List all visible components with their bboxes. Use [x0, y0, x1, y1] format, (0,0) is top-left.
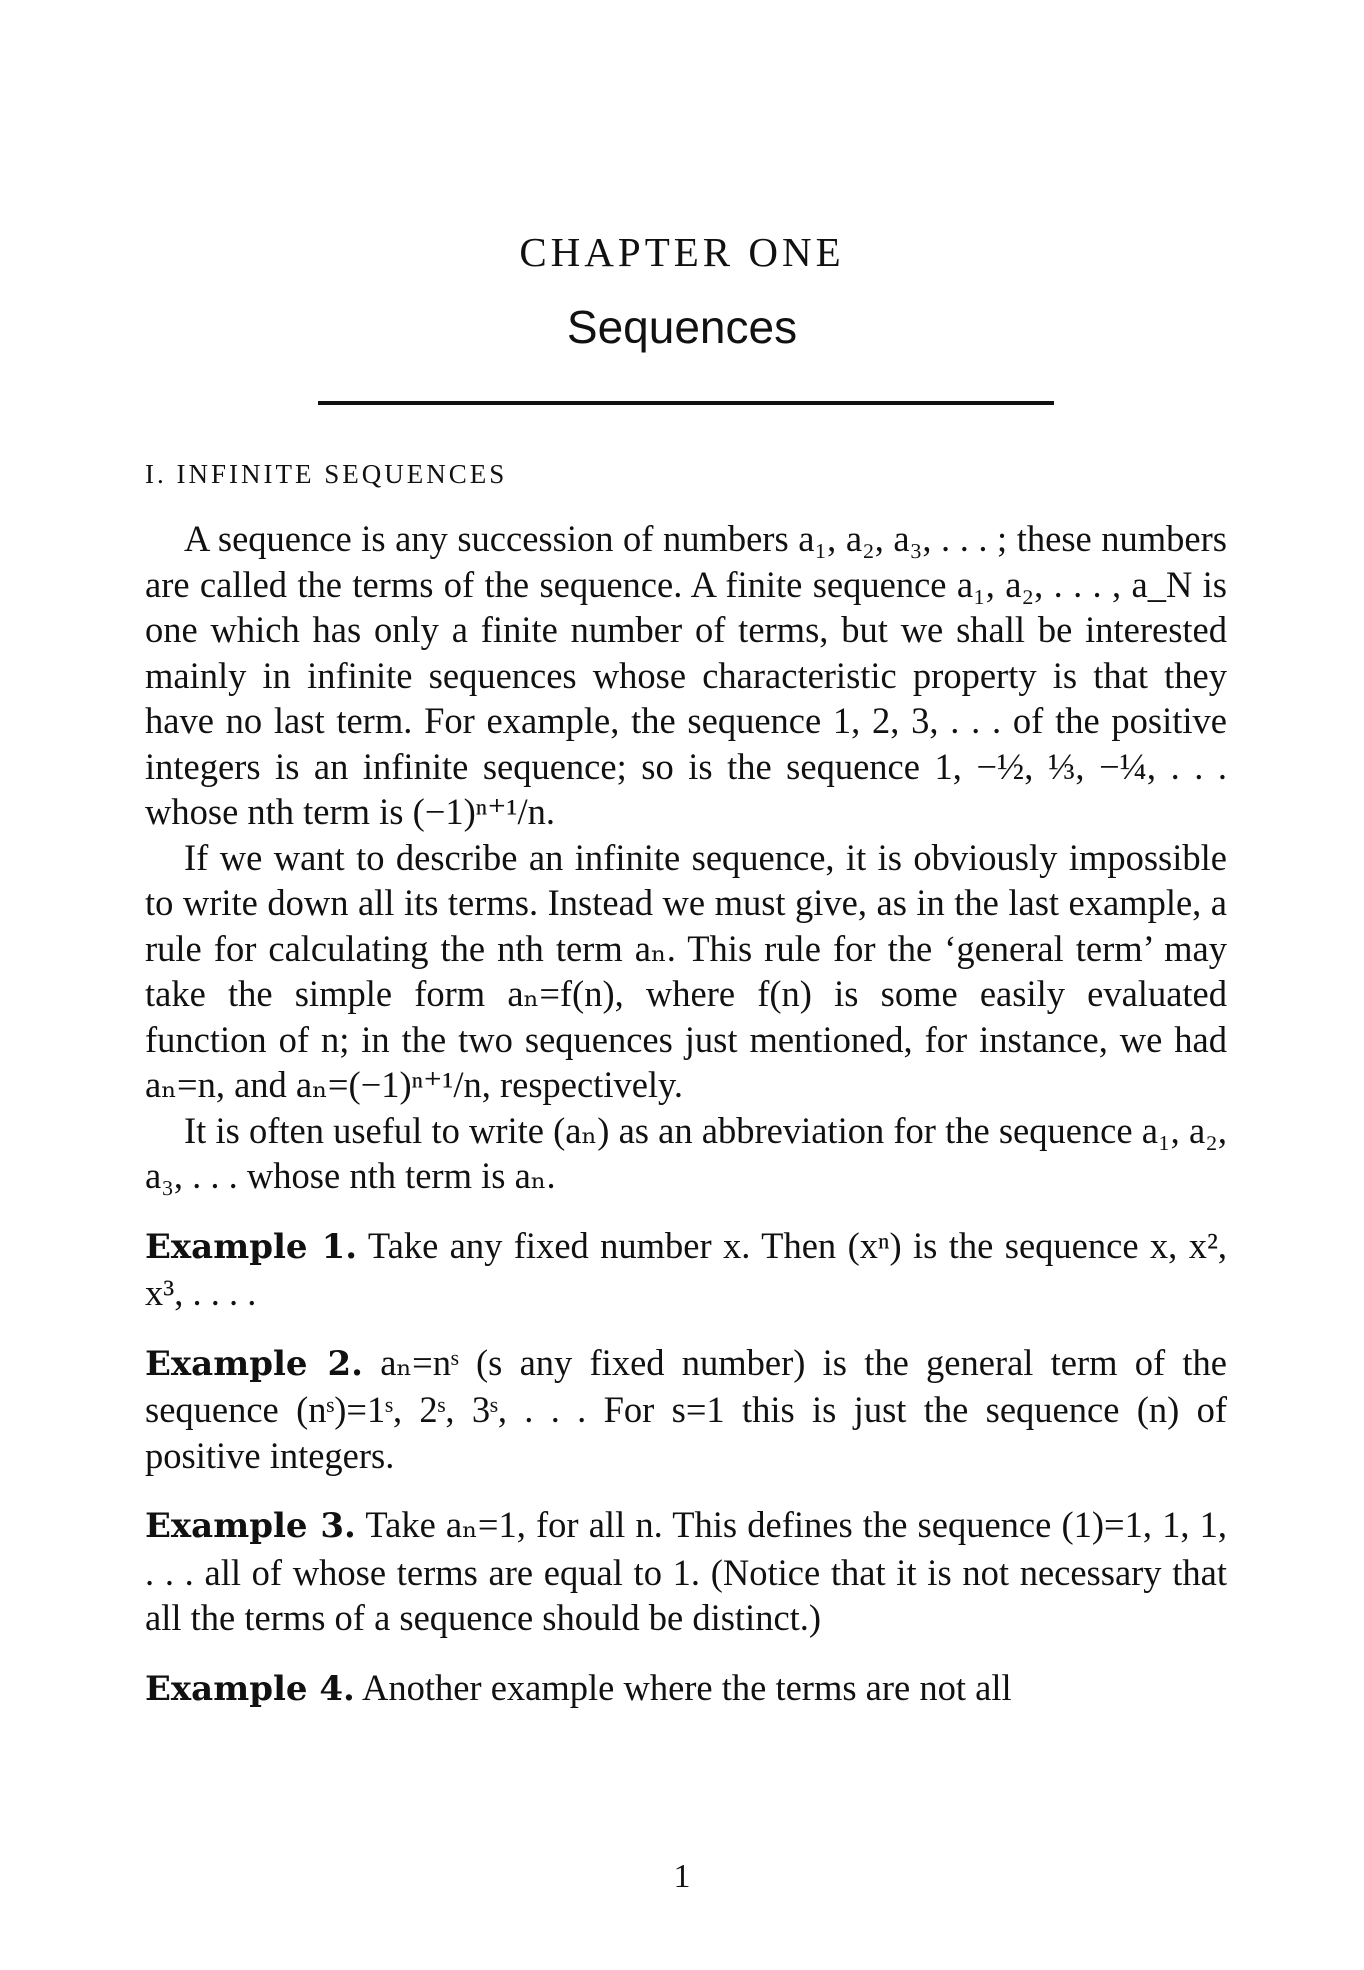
example-label: Example 4.: [145, 1668, 355, 1709]
chapter-label: CHAPTER ONE: [519, 229, 845, 275]
example-text: Take any fixed number x. Then (xⁿ) is the sequence x, x², x³, . . . .: [145, 1224, 1228, 1313]
example-1: [145, 1223, 1227, 1316]
example-4: [145, 1665, 1227, 1713]
paragraph: If we want to describe an infinite sequence, it is obviously impossible to write down all its terms. Instead we must give, as in the last example, a rule for calculating the nth term aₙ. This rule for the ‘general term’ may take the simple form aₙ=f(n), where f(n) is some easily evaluated function of n; in the two sequences just mentioned, for instance, we had aₙ=n, and aₙ=(−1)ⁿ⁺¹/n, respectively.: [145, 836, 1227, 1105]
example-3: [145, 1502, 1227, 1641]
example-label: Example 1.: [145, 1226, 358, 1267]
paragraph: A sequence is any succession of numbers a₁, a₂, a₃, . . . ; these numbers are called the terms of the sequence. A finite sequence a₁, a₂, . . . , a_N is one which has only a finite number of terms, but we shall be interested mainly in infinite sequences whose characteristic property is that they have no last term. For example, the sequence 1, 2, 3, . . . of the positive integers is an infinite sequence; so is the sequence 1, −½, ⅓, −¼, . . . whose nth term is (−1)ⁿ⁺¹/n.: [145, 518, 1227, 832]
example-label: Example 3.: [145, 1506, 356, 1546]
body-text: [145, 516, 1227, 1712]
example-2: [145, 1340, 1227, 1479]
page-number: 1: [673, 1858, 691, 1895]
section-heading: I. INFINITE SEQUENCES: [145, 459, 508, 489]
chapter-title: Sequences: [566, 301, 798, 353]
example-text: aₙ=nˢ (s any fixed number) is the general term of the sequence (nˢ)=1ˢ, 2ˢ, 3ˢ, . . . For s=1 this is just the sequence (n) of positive integers.: [145, 1341, 1227, 1476]
chapter-rule: [318, 401, 1054, 405]
example-label: Example 2.: [145, 1343, 363, 1384]
example-text: Take aₙ=1, for all n. This defines the sequence (1)=1, 1, 1, . . . all of whose terms are equal to 1. (Notice that it is not necessary that all the terms of a sequence should be distinct.): [145, 1504, 1228, 1638]
paragraph: It is often useful to write (aₙ) as an abbreviation for the sequence a₁, a₂, a₃, . . . whose nth term is aₙ.: [145, 1109, 1227, 1196]
example-text: Another example where the terms are not all: [361, 1666, 1012, 1708]
